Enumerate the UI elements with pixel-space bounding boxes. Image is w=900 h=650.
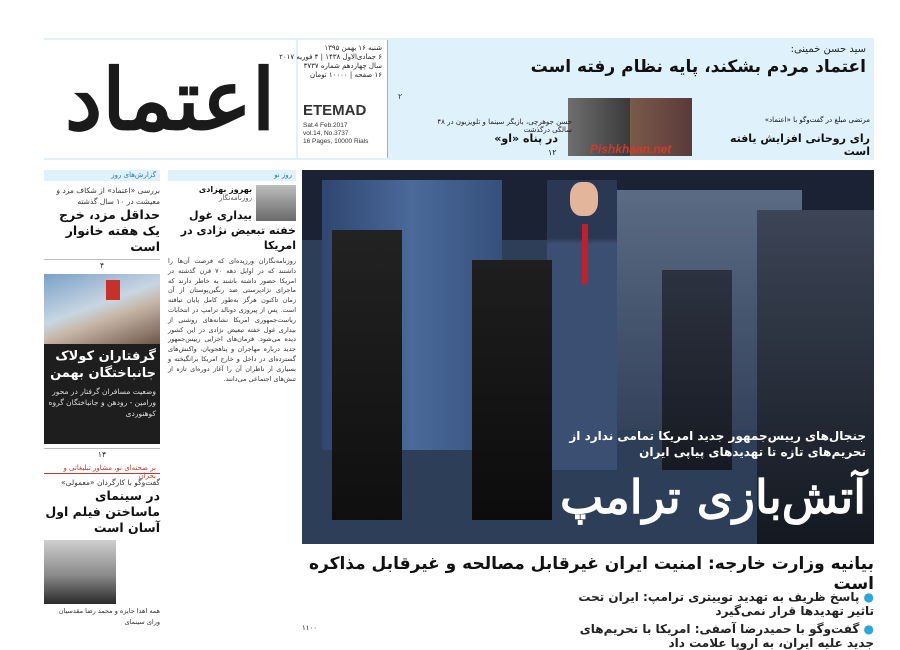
story-headline[interactable]: گرفتاران کولاک جانباختگان بهمن <box>50 349 156 381</box>
issue-line: سال چهاردهم شماره ۳۷۳۷ <box>303 62 382 70</box>
latin-pages: 16 Pages, 10000 Rials <box>303 138 369 145</box>
section-tag: روز نو <box>168 170 296 181</box>
bullet-item[interactable] <box>560 622 874 650</box>
photo-caption: همه اهدا جایزه و محمد رضا مقدسیان ورای سینمای <box>58 607 160 626</box>
bullet-text: پاسخ ظریف به تهدید توییتری ترامپ: ایران تحت تاثیر تهدیدها قرار نمی‌گیرد <box>578 590 874 618</box>
promo-page-number: ۱۲ <box>548 148 557 157</box>
top-story-page-number: ۲ <box>398 92 403 101</box>
latin-date: Sat.4 Feb.2017 <box>303 122 348 129</box>
story-kicker: بررسی «اعتماد» از شکاف مزد و معیشت در ۱۰ سال گذشته <box>56 186 160 206</box>
issue-line: شنبه ۱۶ بهمن ۱۳۹۵ <box>324 44 382 52</box>
red-tie <box>582 224 588 284</box>
author-photo <box>256 185 296 221</box>
logo-text: اعتماد <box>64 49 276 149</box>
top-story-headline[interactable]: اعتماد مردم بشکند، پایه نظام رفته است <box>530 57 866 77</box>
watermark: Pishkhaan.net <box>590 142 672 156</box>
middle-column <box>168 170 296 642</box>
figure-head <box>570 182 598 216</box>
figure-left <box>332 230 402 520</box>
side-promo-kicker: مرتضی مبلغ در گفت‌وگو با «اعتماد» <box>764 116 870 124</box>
promo-caption: حسن جوهرچی، بازیگر سینما و تلویزیون در ۴۸ سالگی درگذشت <box>437 118 572 134</box>
newspaper-logo[interactable] <box>44 40 296 158</box>
latin-title: ETEMAD <box>303 102 367 119</box>
bottom-bullets <box>560 590 874 650</box>
bullet-text: گفت‌وگو با حمیدرضا آصفی: امریکا با تحریم‌های جدید علیه ایران، به اروپا علامت داد <box>579 622 874 650</box>
latin-volume: vol.14, No.3737 <box>303 130 349 137</box>
bullet-dot-icon: ● <box>859 622 874 636</box>
bullet-item[interactable] <box>560 590 874 618</box>
story-body: وضعیت مسافران گرفتار در محور ورامین - رودهن و جانباختگان گروه کوهنوردی <box>48 387 156 418</box>
bottom-headline[interactable]: بیانیه وزارت خارجه: امنیت ایران غیرقابل مصالحه و غیرقابل مذاکره است <box>308 554 874 594</box>
page-number: ۱۴ <box>44 448 160 459</box>
story-headline[interactable]: در سینمای ماساختن فیلم اول آسان است <box>45 488 160 535</box>
avalanche-story-box[interactable] <box>44 344 160 444</box>
opinion-body: روزنامه‌نگاران ورزیده‌ای که فرصت آن‌ها را داشتند که در اوایل دهه ۷۰ قرن گذشته در امریکا حضور داشته باشند به خاطر دارند که ماجرای نژادپرستی ضد رنگین‌پوستان از آن زمان تاکنون هرگز به‌طور کامل پایان نیافته است. پس از پیروزی دونالد ترامپ در انتخابات ریاست‌جمهوری امریکا نشانه‌های روشنی از بیداری غول خفته تبعیض نژادی در این کشور دیده می‌شود. فرمان‌های اجرایی رییس‌جمهور جدید درباره مهاجران و پناهجویان، واکنش‌های گسترده‌ای در داخل و خارج امریکا برانگیخته و بسیاری از ناظران آن را آغاز دوره‌ای تازه از تنش‌های اجتماعی می‌دانند. <box>168 257 296 383</box>
page-number: ۴ <box>44 259 160 270</box>
main-headline[interactable]: آتش‌بازی ترامپ <box>559 470 866 524</box>
bullet-dot-icon: ● <box>859 590 874 604</box>
author-name: بهروز بهزادی <box>198 185 252 194</box>
main-photo-kicker: جنجال‌های رییس‌جمهور جدید امریکا تمامی ندارد از تحریم‌های تازه تا تهدیدهای پیاپی ایران <box>569 429 866 459</box>
avalanche-photo[interactable] <box>44 274 160 344</box>
promo-headline[interactable]: در پناه «او» <box>494 132 558 145</box>
left-column <box>44 170 160 642</box>
story-kicker: گفت‌وگو با کارگردان «معمولی» <box>61 478 160 487</box>
director-photo[interactable] <box>44 540 116 604</box>
author-role: روزنامه‌نگار <box>218 194 252 202</box>
side-promo-headline[interactable]: رای روحانی افزایش یافته است <box>729 132 870 158</box>
issue-info-box <box>279 40 388 158</box>
top-story-kicker: سید حسن خمینی: <box>790 44 866 55</box>
opinion-headline[interactable]: بیداری غول خفته تبعیض نژادی در امریکا <box>180 209 296 252</box>
story-headline[interactable]: حداقل مزد، خرج یک هفته خانوار است <box>58 207 160 254</box>
section-tag: گزارش‌های روز <box>44 170 160 181</box>
issue-line: ۱۶ صفحه | ۱۰۰۰۰ تومان <box>310 71 382 79</box>
section-tag: بر صحنه‌ای نو، مشاور تبلیغاتی و بحران <box>44 463 160 474</box>
bottom-slug: ۱۱۰۰ <box>302 624 318 632</box>
issue-line: ۶ جمادی‌الاول ۱۴۳۸ | ۴ فوریه ۲۰۱۷ <box>279 53 382 61</box>
